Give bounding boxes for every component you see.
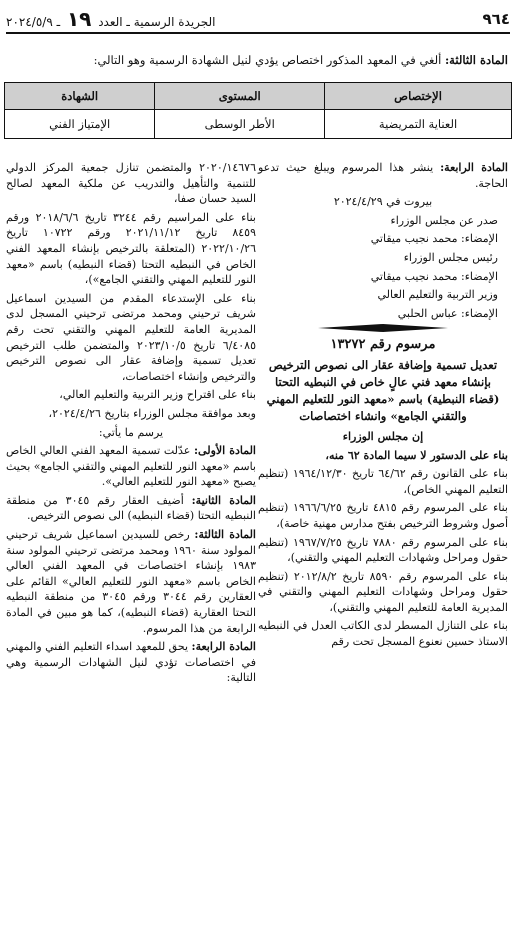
paragraph: بناء على المراسيم رقم ٣٢٤٤ تاريخ ٢٠١٨/٦/٦ ورقم ٨٤٥٩ تاريخ ٢٠٢١/١١/١٢ ورقم ١٠٧٢٢ تاريخ ٢٠٢٢/١٠/٢٦ (المتعلقة بالترخيص بإنشاء المعهد الفني الخاص في النبطيه التحتا (قضاء النبطيه) باسم «معهد النور للتعليم المهني والتقني الجامع»)،	[6, 210, 256, 287]
signature-line: الإمضاء: عباس الحلبي	[397, 306, 498, 320]
article-text: رخص للسيدين اسماعيل شريف ترحيني المولود سنة ١٩٦٠ ومحمد مرتضى ترحيني المولود سنة ١٩٨٣ بإنشاء اختصاصات في المعهد الفني العالي الخاص باسم «معهد النور للتعليم العالي» القائم على العقارين رقم ٣٠٤٤ ورقم ٣٠٤٥ من منطقة النبطيه التحتا العقارية (قضاء النبطيه)، كما هو مبين في المادة الرابعة من هذا المرسوم.	[6, 528, 256, 635]
paragraph: بناء على المرسوم رقم ٧٨٨٠ تاريخ ١٩٦٧/٧/٢٥ (تنظيم حقول ومراحل وشهادات التعليم المهني والتقني)،	[258, 535, 508, 565]
paragraph: بناء على القانون رقم ٦٤/٦٢ تاريخ ١٩٦٤/١٢/٣٠ (تنظيم التعليم المهني الخاص)،	[258, 467, 508, 496]
table-row	[5, 110, 512, 139]
table-header-row	[5, 83, 512, 110]
divider-ornament	[258, 324, 508, 332]
paragraph: بناء على الإستدعاء المقدم من السيدين اسماعيل شريف ترحيني ومحمد مرتضى ترحيني المسجل لدى المديرية العامة للتعليم المهني والتقني تحت رقم ٦/٤٠٨٥ تاريخ ٢٠٢٣/١٠/٥ والمتضمن طلب الترخيص تعديل تسمية وإضافة عقار الى نصوص الترخيص والترخيص وإنشاء اختصاصات،	[6, 291, 256, 383]
article-two	[6, 493, 256, 524]
header-level: المستوى	[155, 83, 325, 110]
cell-certificate: الإمتياز الفني	[5, 110, 155, 139]
header-certificate: الشهادة	[5, 83, 155, 110]
cell-level: الأطر الوسطى	[155, 110, 325, 139]
article-text: عدّلت تسمية المعهد الفني العالي الخاص باسم «معهد النور للتعليم المهني والتقني الجامع» بحيث يصبح «معهد النور للتعليم العالي».	[6, 444, 256, 489]
signature-line: رئيس مجلس الوزراء	[403, 250, 498, 264]
paragraph: بناء على المرسوم رقم ٨٥٩٠ تاريخ ٢٠١٢/٨/٢ (تنظيم حقول ومراحل وشهادات التعليم المهني والتقني في المديرية العامة للتعليم المهني والتقني)،	[258, 569, 508, 614]
constitution-clause: بناء على الدستور لا سيما المادة ٦٢ منه،	[325, 448, 508, 462]
article-text: أضيف العقار رقم ٣٠٤٥ من منطقة النبطيه التحتا (قضاء النبطيه) الى نصوص الترخيص.	[6, 493, 256, 523]
article-four	[258, 160, 508, 191]
specialization-table	[4, 82, 512, 139]
left-column	[6, 160, 256, 689]
article-one	[6, 443, 256, 490]
paragraph: بناء على التنازل المسطر لدى الكاتب العدل في النبطيه الاستاذ حسين نعنوع المسجل تحت رقم	[258, 619, 508, 649]
article-text: يحق للمعهد اسداء التعليم الفني والمهني في اختصاصات تؤدي لنيل الشهادات الرسمية وهي التالية:	[6, 640, 256, 685]
place-date: بيروت في ٢٠٢٤/٤/٢٩	[333, 195, 433, 209]
council-heading: إن مجلس الوزراء	[342, 429, 424, 443]
issue-number: ١٩	[66, 7, 92, 31]
journal-heading	[6, 7, 216, 31]
paragraph: بناء على اقتراح وزير التربية والتعليم العالي،	[59, 388, 256, 402]
decrees-heading: يرسم ما يأتي:	[98, 425, 164, 439]
article-four-left	[6, 639, 256, 686]
article-label: المادة الأولى:	[194, 444, 256, 458]
article-label: المادة الثانية:	[191, 493, 256, 507]
issue-date: ـ ٢٠٢٤/٥/٩	[6, 15, 61, 29]
paragraph: وبعد موافقة مجلس الوزراء بتاريخ ٢٠٢٤/٤/٢٦،	[48, 406, 256, 420]
signature-line: وزير التربية والتعليم العالي	[377, 288, 498, 302]
right-column	[258, 160, 508, 653]
signature-line: الإمضاء: محمد نجيب ميقاتي	[370, 232, 498, 246]
signature-line: الإمضاء: محمد نجيب ميقاتي	[370, 269, 498, 283]
page-header	[6, 6, 510, 34]
cell-specialization: العناية التمريضية	[325, 110, 512, 139]
paragraph: ٢٠٢٠/١٤٦٧٦ والمتضمن تنازل جمعية المركز الدولي للتنمية والتأهيل والتدريب عن ملكية المعهد لصالح السيد حسان صفا،	[6, 161, 256, 206]
article-label: المادة الرابعة:	[191, 640, 256, 654]
article-three	[6, 527, 256, 636]
paragraph: بناء على المرسوم رقم ٤٨١٥ تاريخ ١٩٦٦/٦/٢٥ (تنظيم أصول وشروط الترخيص بفتح مدارس مهنية خاصة)،	[258, 501, 508, 530]
article-three-intro	[8, 52, 508, 68]
article-label: المادة الثالثة:	[444, 53, 508, 67]
signature-line: صدر عن مجلس الوزراء	[390, 213, 498, 227]
page-number: ٩٦٤	[482, 10, 510, 28]
article-text: ألغي في المعهد المذكور اختصاص يؤدي لنيل الشهادة الرسمية وهو التالي:	[93, 53, 442, 67]
article-label: المادة الثالثة:	[194, 528, 256, 542]
header-specialization: الإختصاص	[325, 83, 512, 110]
article-label: المادة الرابعة:	[440, 161, 508, 174]
article-text: ينشر هذا المرسوم ويبلغ حيث تدعو الحاجة.	[258, 161, 508, 190]
decree-number: مرسوم رقم ١٣٢٧٢	[330, 337, 436, 353]
journal-name: الجريدة الرسمية ـ العدد	[98, 15, 216, 29]
decree-title: تعديل تسمية وإضافة عقار الى نصوص الترخيص بإنشاء معهد فني عالٍ خاص في النبطيه التحتا (قضاء النبطية) باسم «معهد النور للتعليم المهني والتقني الجامع» وانشاء اختصاصات	[266, 357, 500, 423]
